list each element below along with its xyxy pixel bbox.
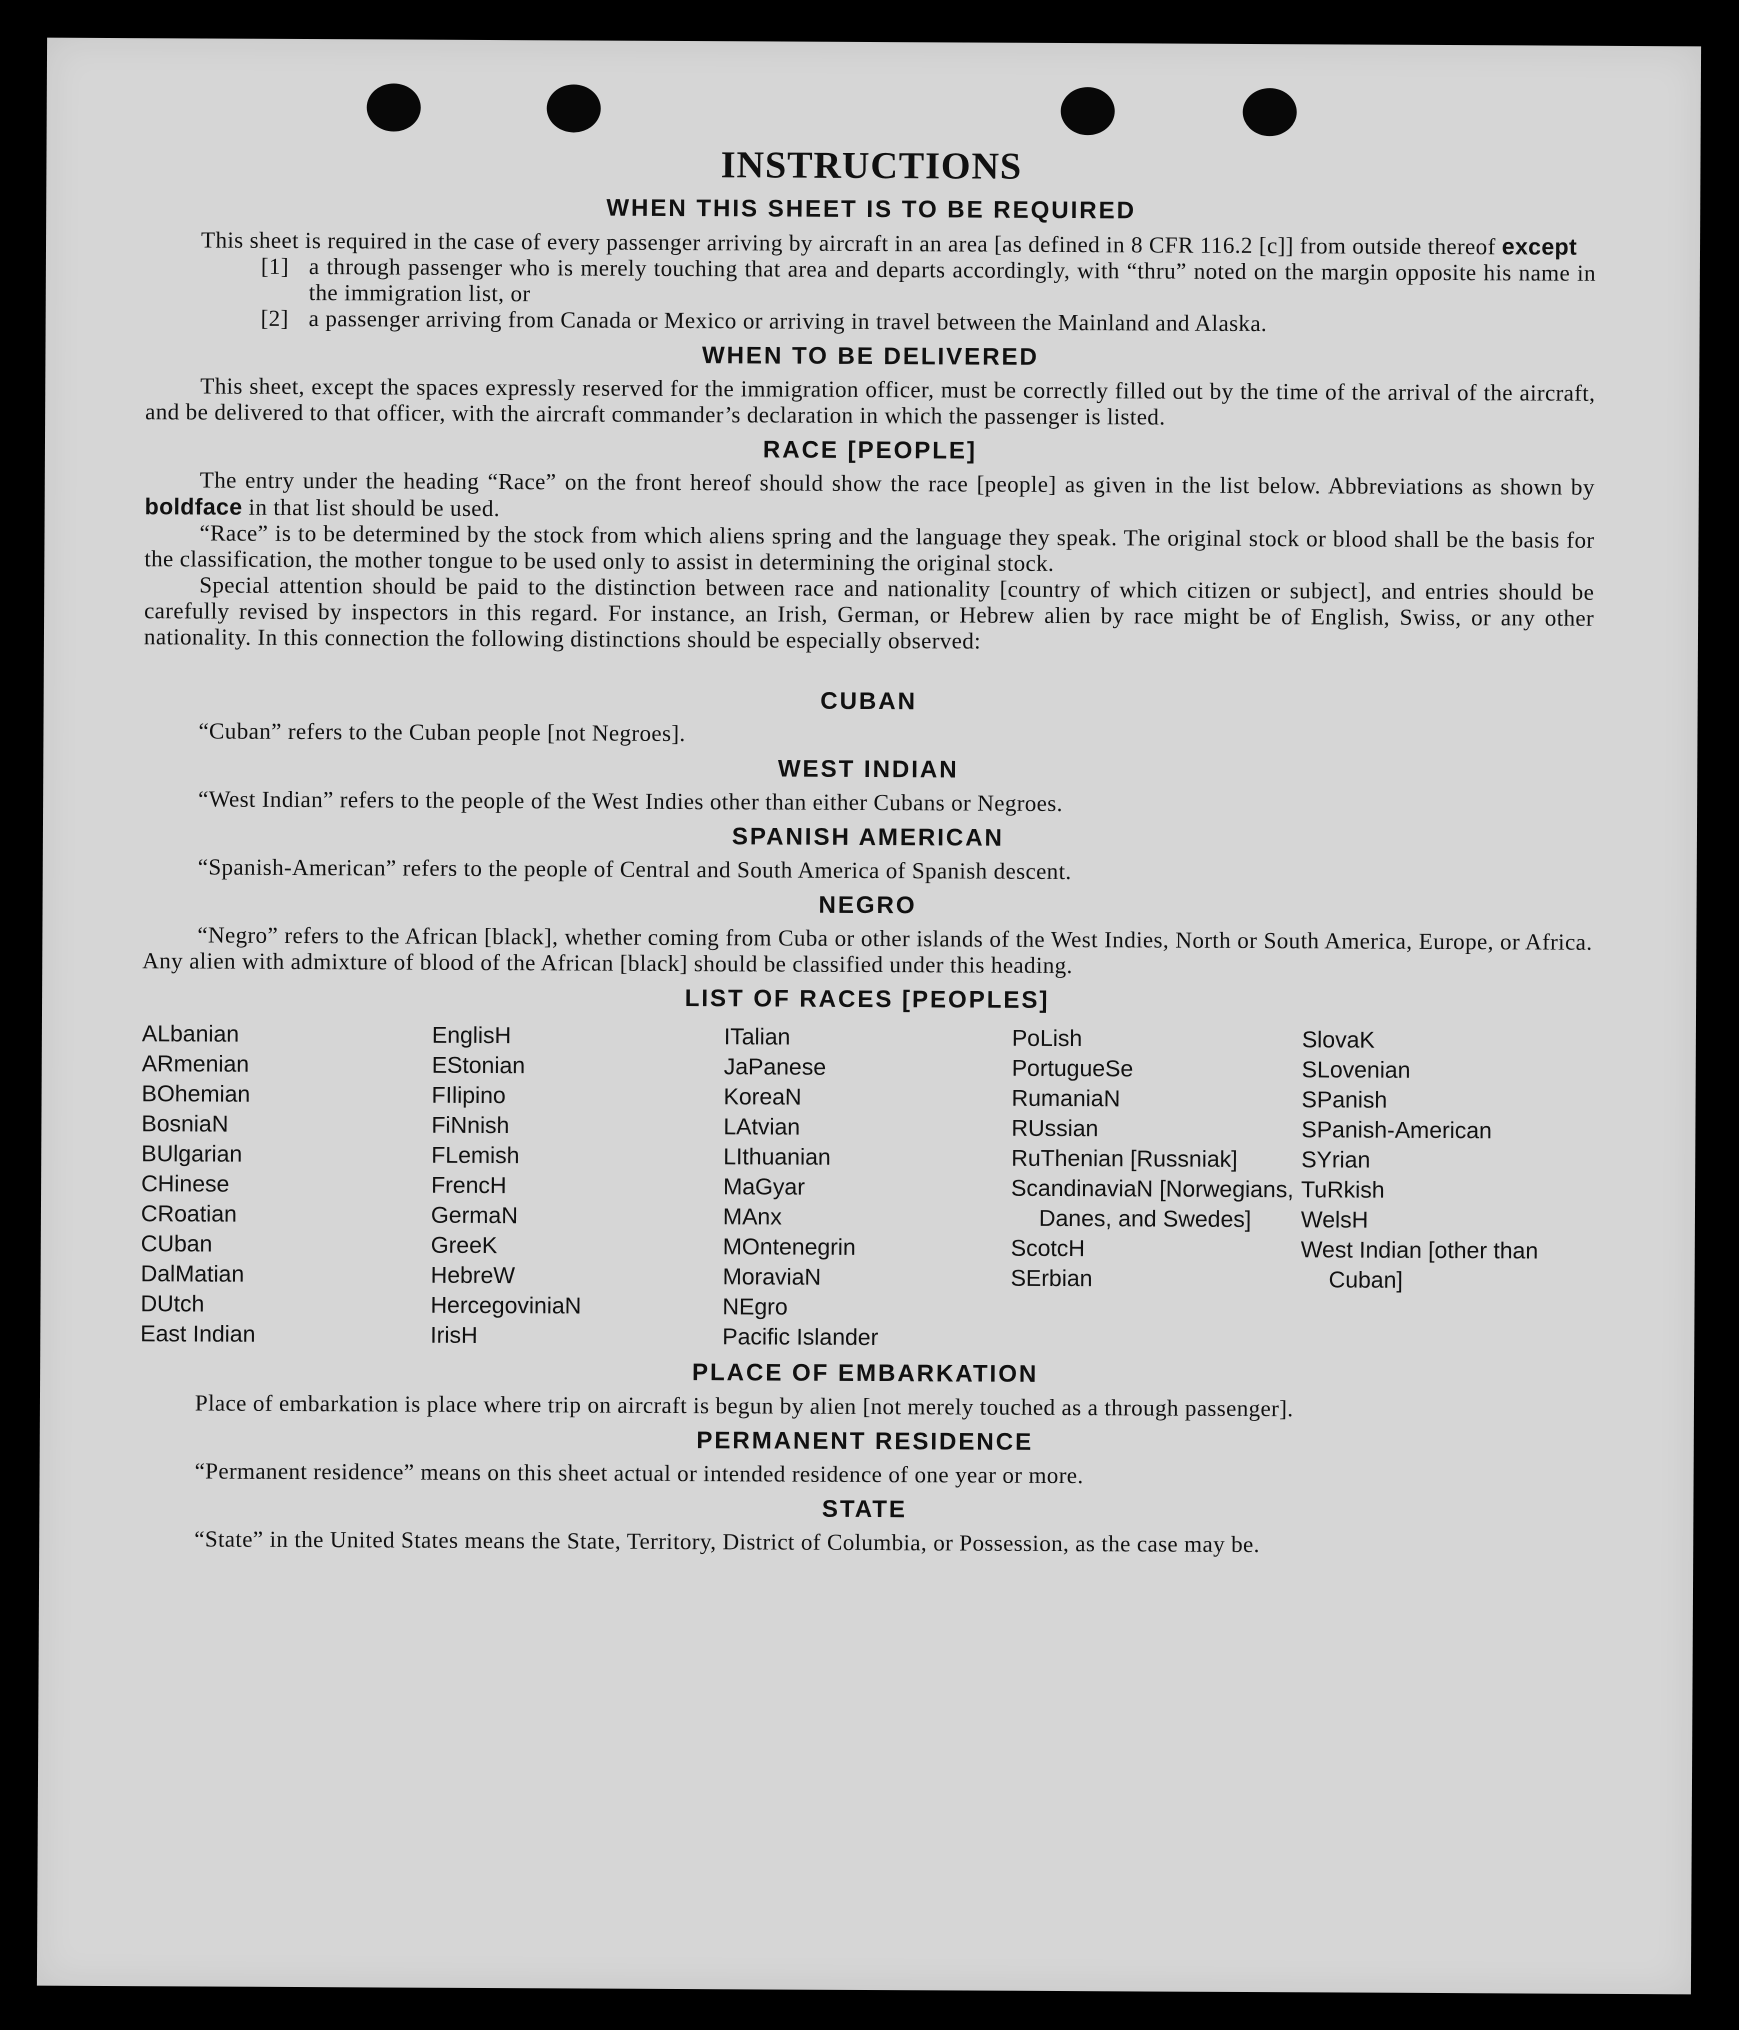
race-item: BOhemian (141, 1080, 251, 1107)
race-paragraph-3: Special attention should be paid to the distinction between race and nationality [country of which citizen or subject], and entries should be carefully revised by inspectors in this regard. For instance, an Irish, German, or Hebrew alien by race might be of English, Swiss, or any other nationality. In this connection the following distinctions should be especially observed: (143, 572, 1595, 654)
cuban-text: “Cuban” refers to the Cuban people [not Negroes]. (198, 718, 686, 747)
race-item: GreeK (430, 1231, 498, 1259)
race-column (1300, 1024, 1592, 1356)
race-item: SlovaK (1301, 1026, 1375, 1053)
race-column (722, 1021, 1012, 1353)
race-column (140, 1018, 432, 1350)
race-item: CUban (140, 1230, 213, 1257)
when-delivered-text: This sheet, except the spaces expressly reserved for the immigration officer, must be correctly filled out by the time of the arrival of the aircraft, and be delivered to that officer, with the aircraft commander’s declaration in which the passenger is listed. (145, 373, 1596, 430)
punch-hole (1243, 88, 1297, 136)
document-content (139, 140, 1596, 1560)
heading-when-delivered: WHEN TO BE DELIVERED (701, 342, 1039, 371)
race-item: CRoatian (140, 1200, 237, 1227)
race-item: FiNnish (431, 1111, 510, 1139)
race-item: PortugueSe (1011, 1054, 1134, 1082)
race-item: GermaN (430, 1201, 518, 1229)
page-title: INSTRUCTIONS (720, 144, 1023, 188)
race-item: TuRkish (1301, 1176, 1385, 1203)
heading-place-of-embarkation: PLACE OF EMBARKATION (691, 1359, 1039, 1388)
exception-item: [2] a passenger arriving from Canada or Mexico or arriving in travel between the Mainland and Alaska. (260, 305, 1268, 337)
west-indian-text: “West Indian” refers to the people of the West Indies other than either Cubans or Negroes. (198, 786, 1063, 817)
race-paragraph-1: The entry under the heading “Race” on the front hereof should show the race [people] as given in the list below. Abbreviations as shown by boldface in that list should be used. (144, 467, 1595, 522)
heading-list-of-races: LIST OF RACES [PEOPLES] (684, 985, 1050, 1014)
race-item: BUlgarian (141, 1140, 243, 1167)
punch-hole (547, 84, 601, 132)
heading-race: RACE [PEOPLE] (762, 436, 978, 465)
state-text: “State” in the United States means the State, Territory, District of Columbia, or Possession, as the case may be. (194, 1526, 1260, 1558)
race-item: FIlipino (431, 1081, 506, 1109)
race-list (140, 1018, 1592, 1356)
race-item: Pacific Islander (722, 1323, 879, 1351)
race-item: MAnx (722, 1203, 782, 1230)
race-item: DalMatian (140, 1260, 245, 1287)
spanish-american-text: “Spanish-American” refers to the people of Central and South America of Spanish descent. (197, 854, 1072, 885)
race-item: WelsH (1300, 1206, 1369, 1233)
race-item: SYrian (1301, 1146, 1371, 1173)
race-item: CHinese (141, 1170, 230, 1197)
race-item: KoreaN (723, 1083, 802, 1110)
race-item: ScandinaviaN [Norwegians, Danes, and Swedes] (1011, 1174, 1294, 1233)
race-item: EnglisH (431, 1021, 512, 1049)
race-item: HebreW (430, 1261, 516, 1289)
race-item: IrisH (430, 1321, 478, 1348)
race-item: FrencH (431, 1171, 507, 1199)
when-required-intro: This sheet is required in the case of every passenger arriving by aircraft in an area [as defined in 8 CFR 116.2 [c]] from outside thereof except (200, 227, 1578, 260)
race-item: LIthuanian (723, 1143, 831, 1170)
race-item: East Indian (140, 1320, 256, 1347)
race-column (430, 1020, 724, 1352)
race-item: JaPanese (723, 1053, 827, 1080)
document-sheet (37, 38, 1701, 1995)
place-of-embarkation-text: Place of embarkation is place where trip on aircraft is begun by alien [not merely touched as a through passenger]. (194, 1390, 1294, 1422)
heading-cuban: CUBAN (820, 687, 918, 716)
heading-state: STATE (821, 1495, 908, 1524)
race-item: MOntenegrin (722, 1233, 856, 1260)
race-item: LAtvian (723, 1113, 801, 1140)
race-item: FLemish (431, 1141, 520, 1169)
race-item: RumaniaN (1011, 1084, 1121, 1112)
heading-spanish-american: SPANISH AMERICAN (731, 823, 1005, 852)
race-item: HercegoviniaN (430, 1291, 582, 1319)
punch-hole (367, 83, 421, 131)
race-paragraph-2: “Race” is to be determined by the stock from which aliens spring and the language they speak. The original stock or blood shall be the basis for the classification, the mother tongue to be used only to assist in determining the original stock. (144, 520, 1595, 576)
race-item: MoraviaN (722, 1263, 822, 1290)
race-item: SPanish (1301, 1086, 1388, 1113)
race-item: NEgro (722, 1293, 788, 1320)
heading-permanent-residence: PERMANENT RESIDENCE (696, 1427, 1034, 1456)
race-item: EStonian (431, 1051, 526, 1079)
race-item: ALbanian (141, 1020, 240, 1047)
race-item: West Indian [other than Cuban] (1300, 1236, 1539, 1293)
race-item: BosniaN (141, 1110, 229, 1137)
race-item: MaGyar (723, 1173, 805, 1200)
heading-west-indian: WEST INDIAN (777, 755, 959, 784)
race-item: SPanish-American (1301, 1116, 1492, 1144)
punch-hole (1061, 87, 1115, 135)
race-item: SErbian (1010, 1264, 1093, 1292)
race-item: ScotcH (1010, 1234, 1085, 1262)
race-item: PoLish (1011, 1024, 1083, 1052)
heading-when-required: WHEN THIS SHEET IS TO BE REQUIRED (606, 194, 1137, 225)
negro-text: “Negro” refers to the African [black], whether coming from Cuba or other islands of the West Indies, North or South America, Europe, or Africa. Any alien with admixture of blood of the African [black] should be classified under this heading. (142, 922, 1593, 979)
permanent-residence-text: “Permanent residence” means on this sheet actual or intended residence of one year or more. (194, 1458, 1084, 1489)
heading-negro: NEGRO (818, 891, 917, 920)
race-item: RuThenian [Russniak] (1011, 1144, 1238, 1172)
race-item: ARmenian (141, 1050, 250, 1077)
race-item: DUtch (140, 1290, 205, 1317)
race-item: ITalian (723, 1023, 791, 1050)
exception-item: [1] a through passenger who is merely touching that area and departs accordingly, with “thru” noted on the margin opposite his name in the immigration list, or (260, 253, 1596, 307)
race-item: SLovenian (1301, 1056, 1411, 1083)
race-column (1010, 1023, 1302, 1355)
race-item: RUssian (1011, 1114, 1099, 1142)
